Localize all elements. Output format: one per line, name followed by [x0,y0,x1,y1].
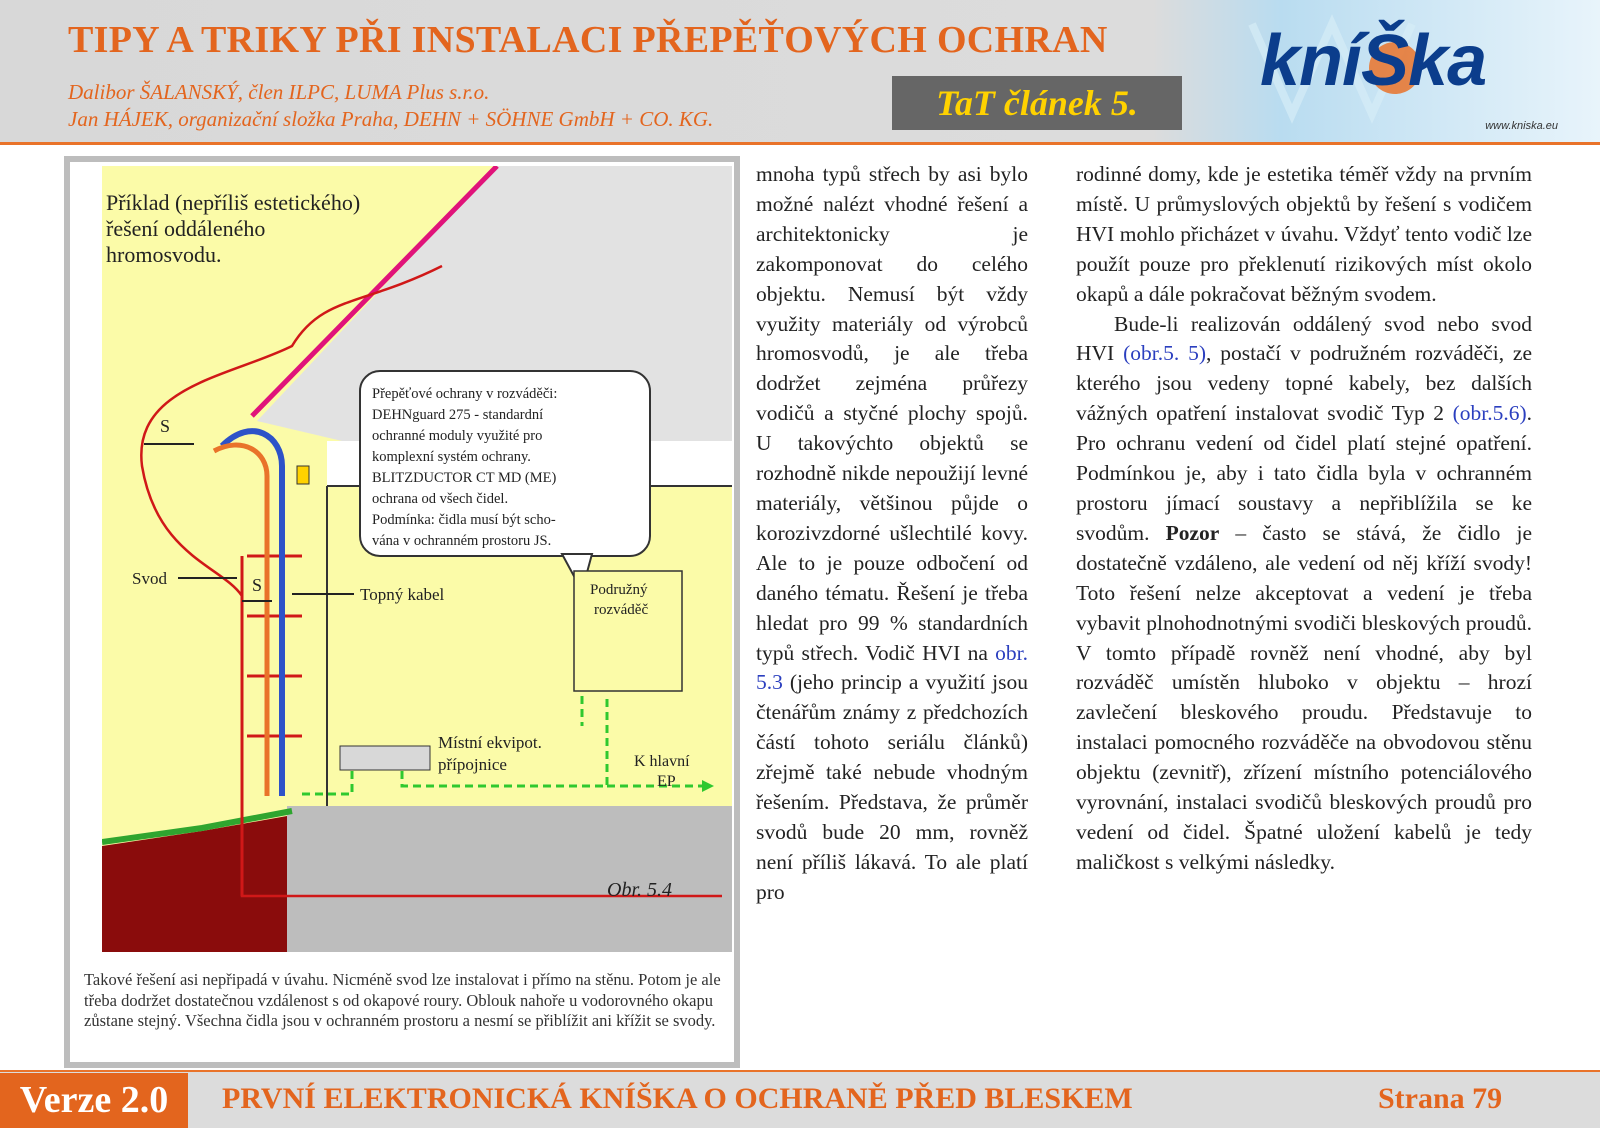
callout-line: DEHNguard 275 - standardní [372,407,544,423]
figure-reference-link[interactable]: (obr.5.6) [1452,401,1527,426]
lightning-protection-diagram [102,166,732,952]
author-line-2: Jan HÁJEK, organizační složka Praha, DEHN + SÖHNE GmbH + CO. KG. [68,107,714,131]
label-svod: Svod [132,569,167,588]
figure-frame [64,156,740,1068]
callout-line: ochranné moduly využité pro [372,428,543,444]
logo-text: kníŠka [1260,21,1487,101]
callout-line: Podmínka: čidla musí být scho- [372,512,556,528]
label-mistni: Místní ekvipot. [438,733,542,752]
version-badge: Verze 2.0 [0,1073,188,1128]
figure-number: Obr. 5.4 [607,879,673,901]
page-number: Strana 79 [1378,1082,1503,1115]
paragraph-text: – často se stává, že čidlo je dostatečně vzdáleno, ale vedení od něj kříží svody! Toto řešení nelze akceptovat a vedení je třeba vybavit plnohodnotnými svodiči bleskových proudů. V tomto případě rovněž není vhodné, aby byl rozváděč umístěn hluboko v objektu – hrozí zavlečení bleskového proudu. Představuje to instalaci pomocného rozváděče na obvodovou stěnu objektu (zevnitř), zřízení místního potenciálového vyrovnání, instalaci svodičů bleskových proudů pro vedení od čidel. Špatné uložení kabelů je tedy maličkost s velkými následky. [1076,520,1532,874]
label-k-hlavni: EP [657,773,676,790]
figure-panel [70,162,734,1062]
label-k-hlavni: K hlavní [634,753,690,770]
header-divider [0,142,1600,145]
logo-url: www.kniska.eu [1485,120,1558,132]
label-podruzny: rozváděč [594,602,649,618]
paragraph-text: (jeho princip a využití jsou čtenářům známy z předchozích částí tohoto seriálu článků) zřejmě také nebude vhodným řešením. Představa, že průměr svodů bude 20 mm, rovněž není příliš lákavá. To ale platí pro [756,670,1028,904]
callout-line: Přepěťové ochrany v rozváděči: [372,386,558,402]
callout-line: ochrana od všech čidel. [372,491,509,507]
diagram-heading: Příklad (nepříliš estetického) [106,190,361,215]
paragraph-text: . Pro ochranu vedení od čidel platí stejné opatření. Podmínkou je, aby i tato čidla byla v ochranném prostoru jímací soustavy a nepřiblížila se ke svodům. [1076,401,1532,545]
figure-caption: Takové řešení asi nepřipadá v úvahu. Nicméně svod lze instalovat i přímo na stěnu. Potom je ale třeba dodržet dostatečnou vzdálenost s od okapové roury. Oblouk nahoře u vodorovného okapu zůstane stejný. Všechna čidla jsou v ochranném prostoru a nesmí se přiblížit ani křížit se svody. [84,970,721,1030]
paragraph [1076,310,1532,878]
diagram-heading: řešení oddáleného [106,216,266,241]
text-column-1 [756,160,1028,908]
paragraph-text: , postačí v podružném rozváděči, ze kterého jsou vedeny topné kabely, bez dalších vážných opatření instalovat svodič Typ 2 [1076,341,1533,426]
label-topny-kabel: Topný kabel [360,585,445,604]
text-column-2 [1076,160,1532,878]
article-badge: TaT článek 5. [892,76,1182,130]
paragraph-text: Bude-li realizován oddálený svod nebo svod HVI [1076,311,1532,366]
paragraph: rodinné domy, kde je estetika téměř vždy na prvním místě. U průmyslových objektů by řešení s vodičem HVI mohlo přicházet v úvahu. Vždyť tento vodič lze použít pouze pro překlenutí rizikových míst okolo okapů a dále pokračovat běžným svodem. [1076,162,1532,306]
label-mistni: přípojnice [438,755,507,774]
label-podruzny: Podružný [590,582,648,598]
author-line-1: Dalibor ŠALANSKÝ, člen ILPC, LUMA Plus s.r.o. [68,80,490,104]
distance-label-s: S [160,416,171,436]
figure-reference-link[interactable]: obr. 5.3 [756,640,1028,695]
paragraph-text: mnoha typů střech by asi bylo možné nalézt vhodné řešení a architektonicky je zakomponovat do celého objektu. Nemusí být vždy využity materiály od výrobců hromosvodů, je ale třeba dodržet zejména průřezy vodičů a styčné plochy spojů. U takovýchto objektů se rozhodně nikde nepoužijí levné materiály, většinou půjde o korozivzdorné ušlechtilé kovy. Ale to je pouze odbočení od daného tématu. Řešení je třeba hledat pro 99 % standardních typů střech. Vodič HVI na [756,162,1028,665]
callout-line: vána v ochranném prostoru JS. [372,533,552,549]
footer-title: PRVNÍ ELEKTRONICKÁ KNÍŠKA O OCHRANĚ PŘED BLESKEM [222,1082,1133,1115]
diagram-heading: hromosvodu. [106,242,222,267]
logo [1232,4,1562,138]
page-title: TIPY A TRIKY PŘI INSTALACI PŘEPĚŤOVÝCH OCHRAN [68,19,1108,61]
equipotential-bar [340,746,430,770]
callout-line: komplexní systém ochrany. [372,449,531,465]
warning-word: Pozor [1165,520,1220,545]
callout-line: BLITZDUCTOR CT MD (ME) [372,470,557,486]
sensor [297,466,309,484]
figure-reference-link[interactable]: (obr.5. 5) [1123,341,1206,366]
distance-label-s: S [252,575,263,595]
